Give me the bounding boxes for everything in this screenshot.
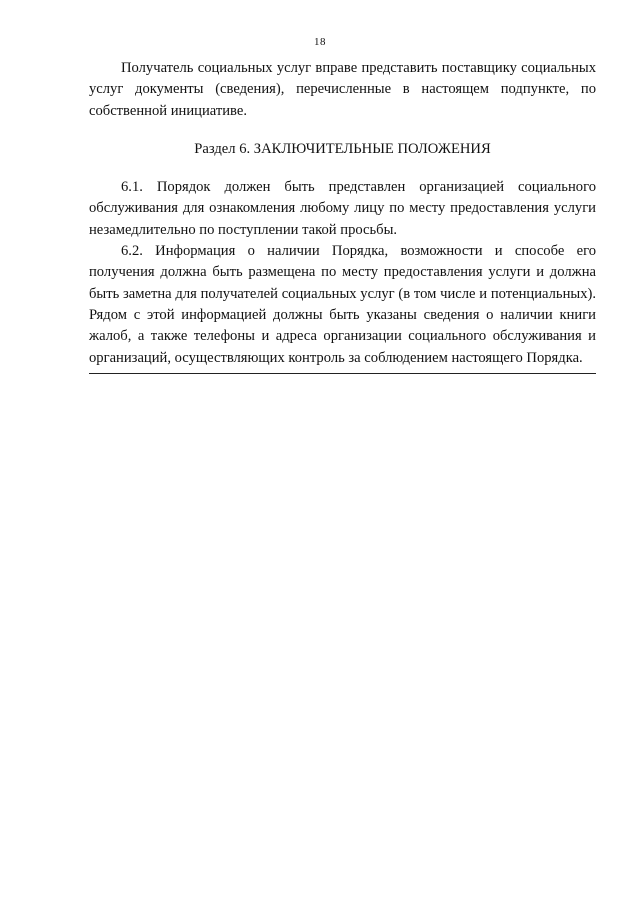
page-number: 18 (314, 36, 326, 48)
document-body (89, 58, 596, 369)
intro-paragraph: Получатель социальных услуг вправе представить поставщику социальных услуг документы (сведения), перечисленные в настоящем подпункте, по собственной инициативе. (89, 60, 596, 119)
section-heading: Раздел 6. ЗАКЛЮЧИТЕЛЬНЫЕ ПОЛОЖЕНИЯ (194, 140, 491, 157)
paragraph-6-1: 6.1. Порядок должен быть представлен организацией социального обслуживания для ознакомления любому лицу по месту предоставления услуги незамедлительно по поступлении такой просьбы. (89, 179, 596, 238)
paragraph-6-2: 6.2. Информация о наличии Порядка, возможности и способе его получения должна быть размещена по месту предоставления услуги и должна быть заметна для получателей социальных услуг (в том числе и потенциальных). Рядом с этой информацией должны быть указаны сведения о наличии книги жалоб, а также телефоны и адреса организации социального обслуживания и организаций, осуществляющих контроль за соблюдением настоящего Порядка. (89, 243, 596, 366)
footer-rule (89, 373, 596, 374)
